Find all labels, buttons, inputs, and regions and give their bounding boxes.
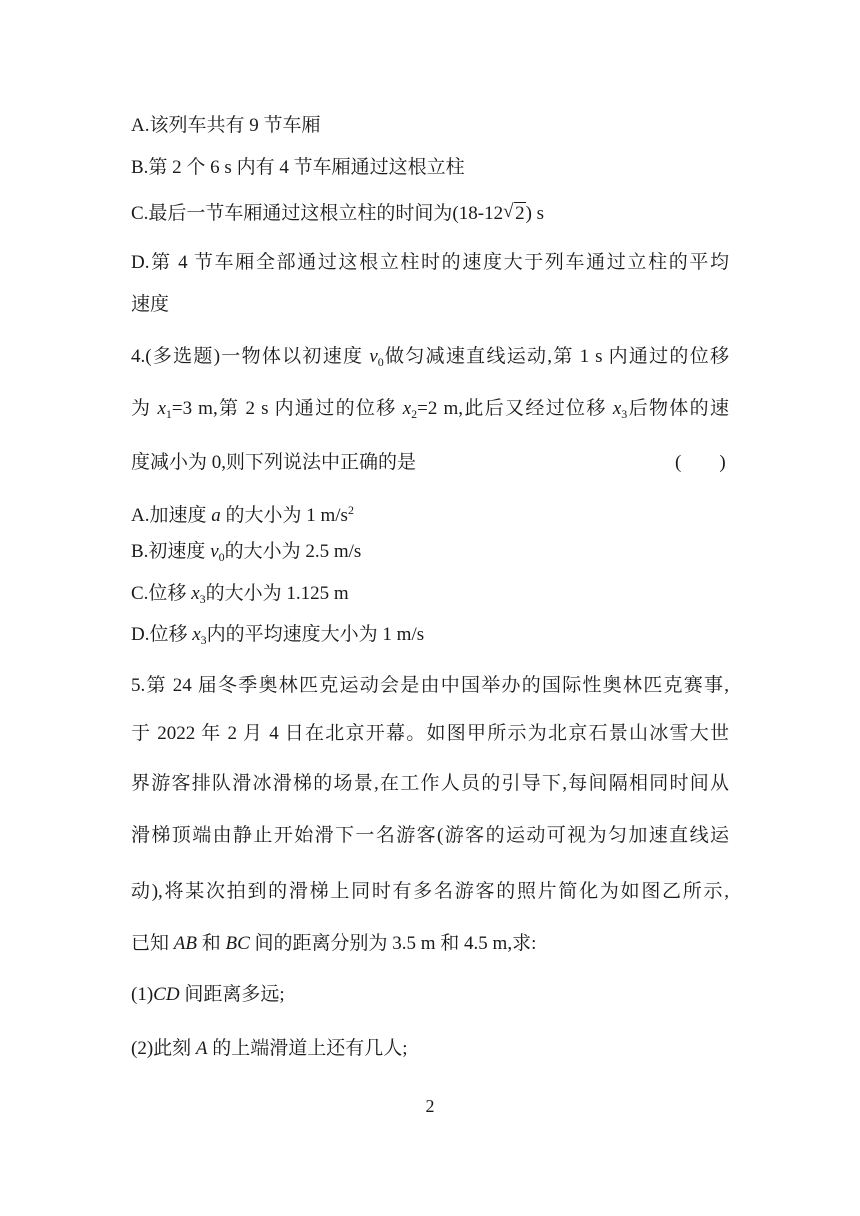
q5-stem-line3: 界游客排队滑冰滑梯的场景,在工作人员的引导下,每间隔相同时间从 [131, 773, 729, 794]
answer-bracket: ( ) [675, 452, 726, 473]
q4-stem-line2: 为 $x_1=3$ m,第 2 s 内通过的位移 $x_2=2$ m,此后又经过位移 $x_3$后物体的速 [131, 398, 729, 421]
q4-stem-line3: 度减小为 0,则下列说法中正确的是 [131, 452, 417, 473]
q3-option-d-line1: D.第 4 节车厢全部通过这根立柱时的速度大于列车通过立柱的平均 [131, 252, 729, 273]
q3-option-d-line2: 速度 [131, 294, 170, 315]
q4-option-d: D.位移 $x_3$内的平均速度大小为 1 m/s [131, 624, 425, 647]
q3-option-a: A.该列车共有 9 节车厢 [131, 115, 321, 136]
q4-option-a: A.加速度 a 的大小为 1 $m/s^2$ [131, 503, 354, 526]
q4-option-b: B.初速度 $v_0$的大小为 2.5 m/s [131, 541, 362, 564]
q5-stem-line6: 已知 AB 和 BC 间的距离分别为 3.5 m 和 4.5 m,求: [131, 933, 537, 954]
q3-option-c: C.最后一节车厢通过这根立柱的时间为(18-12 √ 2) s [131, 201, 545, 224]
q5-subquestion-1: (1)CD 间距离多远; [131, 984, 285, 1005]
q5-stem-line4: 滑梯顶端由静止开始滑下一名游客(游客的运动可视为匀加速直线运 [131, 825, 729, 846]
q4-option-c: C.位移 $x_3$的大小为 1.125 m [131, 583, 349, 606]
q5-stem-line2: 于 2022 年 2 月 4 日在北京开幕。如图甲所示为北京石景山冰雪大世 [131, 723, 729, 744]
q4-stem-line1: 4.(多选题)一物体以初速度 $v_0$做匀减速直线运动,第 1 s 内通过的位移 [131, 346, 729, 369]
q5-subquestion-2: (2)此刻 A 的上端滑道上还有几人; [131, 1038, 408, 1059]
q5-stem-line1: 5.第 24 届冬季奥林匹克运动会是由中国举办的国际性奥林匹克赛事, [131, 675, 729, 696]
sqrt-symbol: √ 2 [503, 201, 525, 224]
q5-stem-line5: 动),将某次拍到的滑梯上同时有多名游客的照片简化为如图乙所示, [131, 881, 729, 902]
page-number: 2 [425, 1096, 435, 1116]
q3-option-b: B.第 2 个 6 s 内有 4 节车厢通过这根立柱 [131, 157, 465, 178]
